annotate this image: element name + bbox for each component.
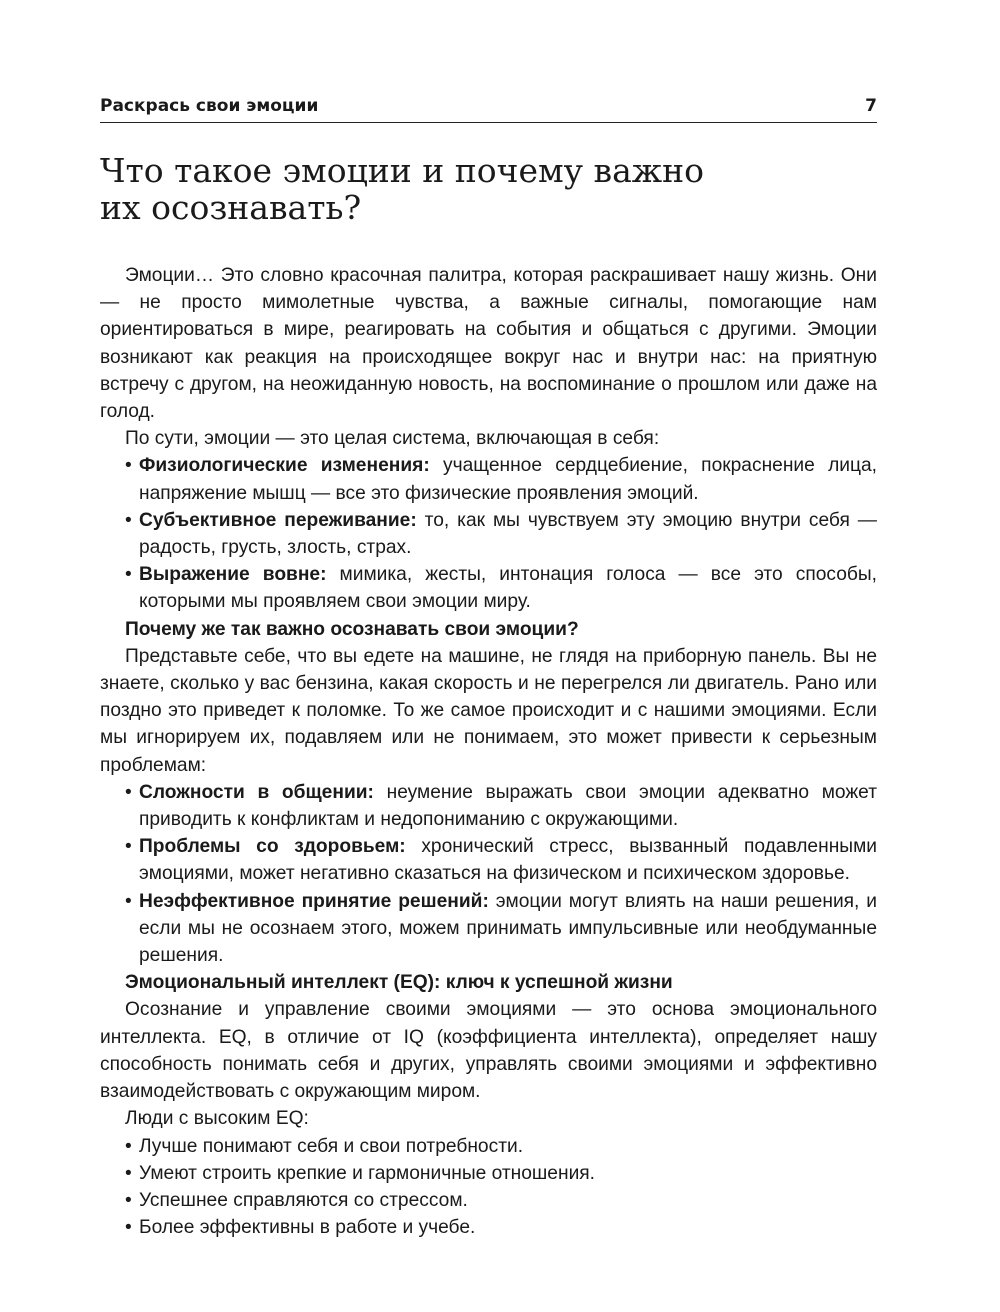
list-item-term: Проблемы со здоровьем:	[139, 836, 406, 858]
list-item-text: неумение выражать свои эмоции адекватно может приводить к конфликтам и недопониманию с окружающими.	[139, 781, 877, 831]
page-number: 7	[865, 96, 877, 116]
bullet-icon: •	[125, 890, 132, 912]
list-item-text: Более эффективны в работе и учебе.	[139, 1217, 476, 1239]
bullet-icon: •	[125, 836, 132, 858]
body-text	[100, 262, 877, 1241]
bullet-icon: •	[125, 781, 132, 803]
list-item-text: то, как мы чувствуем эту эмоцию внутри себя — радость, грусть, злость, страх.	[139, 509, 877, 559]
bullet-icon: •	[125, 564, 132, 586]
bullet-icon: •	[125, 1162, 132, 1184]
list-item	[125, 1160, 877, 1187]
running-title: Раскрась свои эмоции	[100, 96, 319, 116]
bullet-icon: •	[125, 1217, 132, 1239]
list-item-text: Умеют строить крепкие и гармоничные отношения.	[139, 1162, 596, 1184]
list-item-term: Выражение вовне:	[139, 564, 327, 586]
section-heading-eq: Эмоциональный интеллект (EQ): ключ к успешной жизни	[125, 972, 673, 994]
chapter-title-line-2: их осознавать?	[100, 188, 362, 227]
bullet-icon: •	[125, 1189, 132, 1211]
list-item-term: Неэффективное принятие решений:	[139, 890, 489, 912]
header-rule	[100, 122, 877, 123]
list-item-text: Успешнее справляются со стрессом.	[139, 1189, 468, 1211]
list-item-term: Сложности в общении:	[139, 781, 374, 803]
intro-paragraph-1: Эмоции… Это словно красочная палитра, которая раскрашивает нашу жизнь. Они — не просто мимолетные чувства, а важные сигналы, помогающие нам ориентироваться в мире, реагировать на события и общаться с другими. Эмоции возникают как реакция на происходящее вокруг нас и внутри нас: на приятную встречу с другом, на неожиданную новость, на воспоминание о прошлом или даже на голод.	[100, 265, 877, 423]
intro-paragraph-2: По сути, эмоции — это целая система, включающая в себя:	[125, 428, 660, 450]
list-item	[125, 507, 877, 561]
bullet-icon: •	[125, 455, 132, 477]
bullet-icon: •	[125, 509, 132, 531]
chapter-title	[100, 152, 877, 226]
list-item	[125, 452, 877, 506]
list-item-text: Лучше понимают себя и свои потребности.	[139, 1135, 524, 1157]
list-item-text: эмоции могут влиять на наши решения, и если мы не осознаем этого, можем принимать импульсивные или необдуманные решения.	[139, 890, 877, 967]
list-item-text: мимика, жесты, интонация голоса — все это способы, которыми мы проявляем свои эмоции миру.	[139, 564, 877, 613]
eq-paragraph-2: Люди с высоким EQ:	[125, 1108, 309, 1130]
list-item	[125, 1214, 877, 1241]
list-item-text: учащенное сердцебиение, покраснение лица, напряжение мышц — все это физические проявления эмоций.	[139, 455, 877, 504]
list-item	[125, 1187, 877, 1214]
chapter-title-line-1: Что такое эмоции и почему важно	[100, 151, 705, 190]
components-list	[100, 452, 877, 615]
list-item	[125, 833, 877, 887]
list-item	[125, 561, 877, 615]
list-item	[125, 1133, 877, 1160]
eq-list	[100, 1133, 877, 1242]
eq-paragraph-1: Осознание и управление своими эмоциями — это основа эмоционального интеллекта. EQ, в отличие от IQ (коэффициента интеллекта), определяет нашу способность понимать себя и других, управлять своими эмоциями и эффективно взаимодействовать с окружающим миром.	[100, 999, 877, 1103]
section-heading-why: Почему же так важно осознавать свои эмоции?	[125, 618, 579, 640]
list-item	[125, 888, 877, 970]
list-item-term: Физиологические изменения:	[139, 455, 430, 477]
running-head	[100, 96, 877, 116]
why-paragraph: Представьте себе, что вы едете на машине, не глядя на приборную панель. Вы не знаете, сколько у вас бензина, какая скорость и не перегрелся ли двигатель. Рано или поздно это приведет к поломке. То же самое происходит и с нашими эмоциями. Если мы игнорируем их, подавляем или не понимаем, это может привести к серьезным проблемам:	[100, 645, 877, 776]
list-item-text: хронический стресс, вызванный подавленными эмоциями, может негативно сказаться на физическом и психическом здоровье.	[139, 836, 877, 885]
list-item	[125, 779, 877, 833]
problems-list	[100, 779, 877, 969]
bullet-icon: •	[125, 1135, 132, 1157]
list-item-term: Субъективное переживание:	[139, 509, 417, 531]
